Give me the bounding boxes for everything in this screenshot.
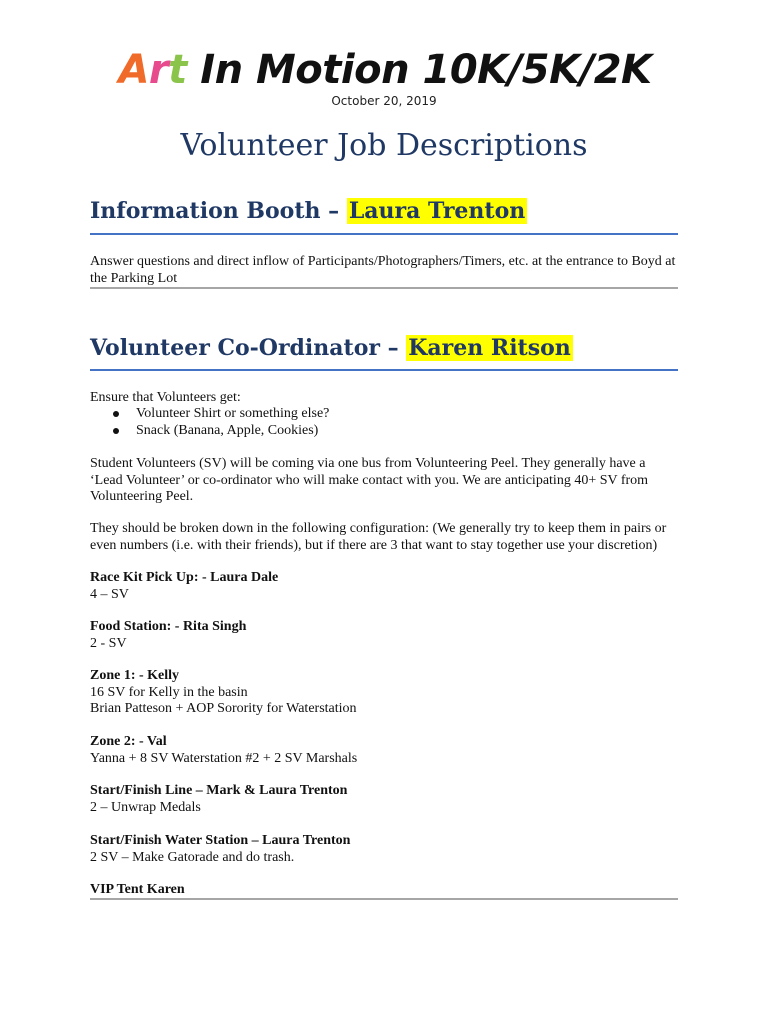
event-date: October 20, 2019 bbox=[331, 94, 437, 108]
station-title: Start/Finish Water Station – Laura Trenton bbox=[90, 833, 351, 848]
station-title: VIP Tent Karen bbox=[90, 882, 185, 897]
station-race-kit bbox=[90, 570, 680, 603]
logo-letter-a: A bbox=[118, 47, 149, 93]
station-title: Zone 2: - Val bbox=[90, 734, 167, 749]
info-booth-role: Information Booth – bbox=[90, 198, 347, 224]
section-divider bbox=[90, 898, 678, 900]
station-title: Food Station: - Rita Singh bbox=[90, 619, 247, 634]
station-line: 2 - SV bbox=[90, 635, 127, 651]
section-divider bbox=[90, 287, 678, 289]
logo-letter-t: t bbox=[168, 47, 187, 93]
info-booth-description: Answer questions and direct inflow of Participants/Photographers/Timers, etc. at the entrance to Boyd at the Parking Lot bbox=[90, 254, 676, 286]
station-line: Brian Patteson + AOP Sorority for Waterstation bbox=[90, 701, 357, 716]
station-title: Start/Finish Line – Mark & Laura Trenton bbox=[90, 783, 348, 798]
logo-letter-r: r bbox=[148, 47, 169, 93]
volunteer-supplies-list bbox=[90, 406, 670, 439]
station-food bbox=[90, 619, 680, 652]
station-title: Race Kit Pick Up: - Laura Dale bbox=[90, 570, 279, 585]
heading-rule bbox=[90, 369, 678, 371]
info-booth-heading bbox=[90, 198, 678, 224]
station-zone-2 bbox=[90, 734, 680, 767]
station-line: 2 SV – Make Gatorade and do trash. bbox=[90, 849, 295, 865]
configuration-paragraph: They should be broken down in the following configuration: (We generally try to keep them in pairs or even numbers (i.e. with their friends), but if there are 3 that want to stay together use your discretion) bbox=[90, 521, 667, 553]
heading-rule bbox=[90, 233, 678, 235]
student-volunteers-paragraph: Student Volunteers (SV) will be coming via one bus from Volunteering Peel. They generally have a ‘Lead Volunteer’ or co-ordinator who will make contact with you. We are anticipating 40+ SV from Volunteering Peel. bbox=[90, 456, 649, 504]
page-title: Volunteer Job Descriptions bbox=[180, 128, 588, 163]
logo-text-rest: In Motion 10K/5K/2K bbox=[186, 47, 652, 93]
station-line: 2 – Unwrap Medals bbox=[90, 799, 201, 815]
station-zone-1 bbox=[90, 668, 680, 718]
coordinator-heading bbox=[90, 335, 678, 361]
event-logo bbox=[90, 44, 680, 96]
station-start-finish-line bbox=[90, 783, 680, 816]
station-line: 16 SV for Kelly in the basin bbox=[90, 684, 248, 700]
coordinator-role: Volunteer Co-Ordinator – bbox=[90, 335, 407, 361]
station-start-finish-water bbox=[90, 833, 680, 866]
coordinator-person: Karen Ritson bbox=[408, 335, 571, 361]
station-line: Yanna + 8 SV Waterstation #2 + 2 SV Marshals bbox=[90, 750, 358, 766]
station-title: Zone 1: - Kelly bbox=[90, 668, 180, 683]
station-vip-tent bbox=[90, 882, 680, 899]
info-booth-person: Laura Trenton bbox=[348, 198, 526, 224]
list-item: Snack (Banana, Apple, Cookies) bbox=[90, 423, 670, 440]
station-line: 4 – SV bbox=[90, 586, 129, 602]
coordinator-intro: Ensure that Volunteers get: bbox=[90, 390, 241, 405]
list-item: Volunteer Shirt or something else? bbox=[90, 406, 670, 423]
